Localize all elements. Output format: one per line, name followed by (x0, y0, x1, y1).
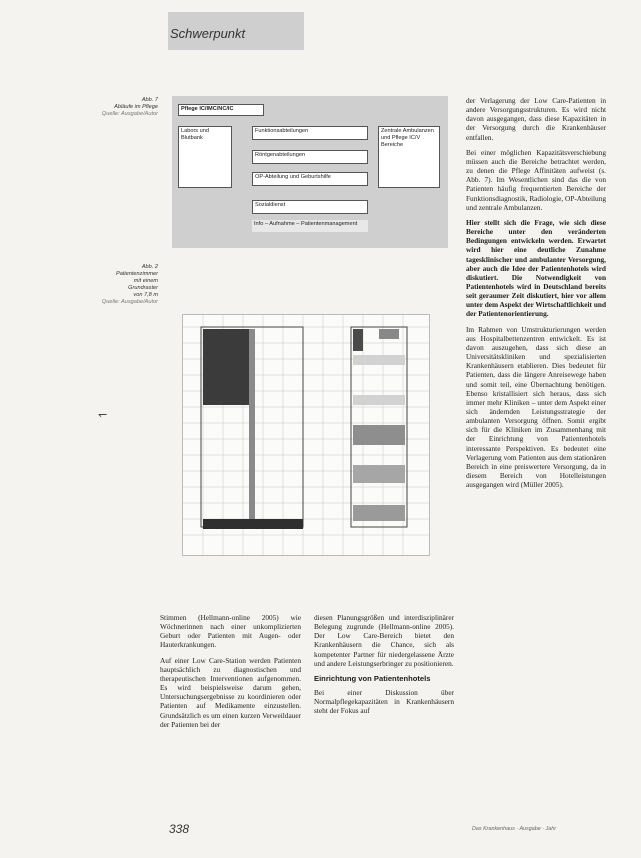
paragraph: Hier stellt sich die Frage, wie sich diese Bereiche unter den veränderten Bedingungen entwickeln werden. Erwartet wird hier eine deutliche Zunahme tagesklinischer und ambulanter Versorgung, aber auch die Idee der Patientenhotels wird diskutiert. Die Notwendigkeit von Patientenhotels wird in Deutschland bereits seit geraumer Zeit diskutiert, hier vor allem unter dem Aspekt der Wirtschaftlichkeit und der Patientenorientierung. (466, 217, 606, 319)
column-middle (314, 613, 454, 721)
figure2-caption-line-5: von 7,8 m (133, 292, 158, 298)
column-left (160, 613, 301, 735)
figure1-caption-line-1: Abb. 7 (141, 97, 158, 103)
figure2-caption-line-2: Patientenzimmer (116, 271, 158, 277)
diagram-left-box: Labors und Blutbank (178, 126, 232, 188)
diagram-mid-box-3: OP-Abteilung und Geburtshilfe (252, 172, 368, 186)
journal-name: Das Krankenhaus · Ausgabe · Jahr (472, 826, 556, 832)
process-diagram (172, 96, 448, 248)
diagram-mid-box-2: Röntgenabteilungen (252, 150, 368, 164)
figure2-caption-line-1: Abb. 2 (141, 264, 158, 270)
floor-plan-drawing (183, 315, 429, 555)
subheading: Einrichtung von Patientenhotels (314, 673, 431, 683)
column-right (466, 96, 606, 495)
diagram-top-label: Pflege IC/IMC/NC/IC (178, 104, 264, 116)
paragraph: diesen Planungsgrößen und interdisziplinärer Belegung zugrunde (Hellmann-online 2005). Der Low Care-Bereich bietet den Krankenhäusern die Chance, sich als kompetenter Partner für niedergelassene Ärzte und andere Leistungserbringer zu positionieren. (314, 613, 454, 668)
figure2-caption-line-3: mit einem (133, 278, 158, 284)
floor-plan (182, 314, 430, 556)
diagram-bottom-box: Sozialdienst (252, 200, 368, 214)
paragraph: Bei einer Diskussion über Normalpflegekapazitäten in Krankenhäusern steht der Fokus auf (314, 687, 454, 716)
section-title: Schwerpunkt (170, 26, 246, 41)
figure1-caption (96, 97, 158, 118)
paragraph: Im Rahmen von Umstrukturierungen werden aus Hospitalbettenzentren entwickelt. Es ist davon auszugehen, dass sich diese an Universitätskliniken und spezialisierten Krankenhäusern etablieren. Dies bedeutet für Patienten, dass die längere Anreisewege haben und somit teil, eine Übernachtung benötigen. Ebenso kristallisiert sich heraus, dass sich immer mehr Kliniken – unter dem Aspekt einer sich ändernden Leistungsstrategie der ambulanten Versorgung öffnen. Somit ergibt sich für die Kliniken im Zusammenhang mit der Einrichtung von Patientenhotels interessante Perspektiven. Es bedeutet eine Verlagerung vom Patienten aus dem stationären Bereich in eine preiswertere Versorgung, da in diesem Bereich von Hotelleistungen ausgegangen wird (Müller 2005). (466, 324, 606, 490)
figure1-caption-line-2: Abläufe im Pflege (114, 104, 158, 110)
paragraph: Stimmen (Hellmann-online 2005) wie Wöchnerinnen nach einer unkomplizierten Geburt oder Patienten mit Augen- oder Hauterkrankungen. (160, 613, 301, 650)
figure1-source: Quelle: Ausgabe/Autor (101, 111, 158, 117)
page-number: 338 (169, 822, 190, 836)
diagram-right-box: Zentrale Ambulanzen und Pflege IC/V Bereiche (378, 126, 440, 188)
figure2-caption-line-4: Grundraster (128, 285, 158, 291)
figure2-caption (96, 264, 158, 306)
figure2-source: Quelle: Ausgabe/Autor (101, 299, 158, 305)
margin-mark-icon: ↽ (98, 409, 108, 421)
diagram-bottom-line: Info – Aufnahme – Patientenmanagement (252, 220, 368, 232)
paragraph: Bei einer möglichen Kapazitätsverschiebung müssen auch die Bereiche betrachtet werden, zu denen die Pflege Affinitäten aufweist (s. Abb. 7). Im Wesentlichen sind das die von Patienten häufig frequentierten Bereiche der Funktionsdiagnostik, Radiologie, OP-Abteilung und zentrale Ambulanzen. (466, 147, 606, 212)
diagram-mid-box-1: Funktionsabteilungen (252, 126, 368, 140)
paragraph: Auf einer Low Care-Station werden Patienten hauptsächlich zu diagnostischen und therapeutischen Interventionen aufgenommen. Es wird beispielsweise darum gehen, Untersuchungsergebnisse zu koordinieren oder Patienten auf Medikamente einzustellen. Grundsätzlich es um einen kurzen Verweildauer der Patienten bei der (160, 655, 301, 729)
paragraph: der Verlagerung der Low Care-Patienten in andere Versorgungsstrukturen. Es wird nicht davon ausgegangen, dass diese Kapazitäten in der Versorgung durch die Krankenhäuser entfallen. (466, 96, 606, 142)
